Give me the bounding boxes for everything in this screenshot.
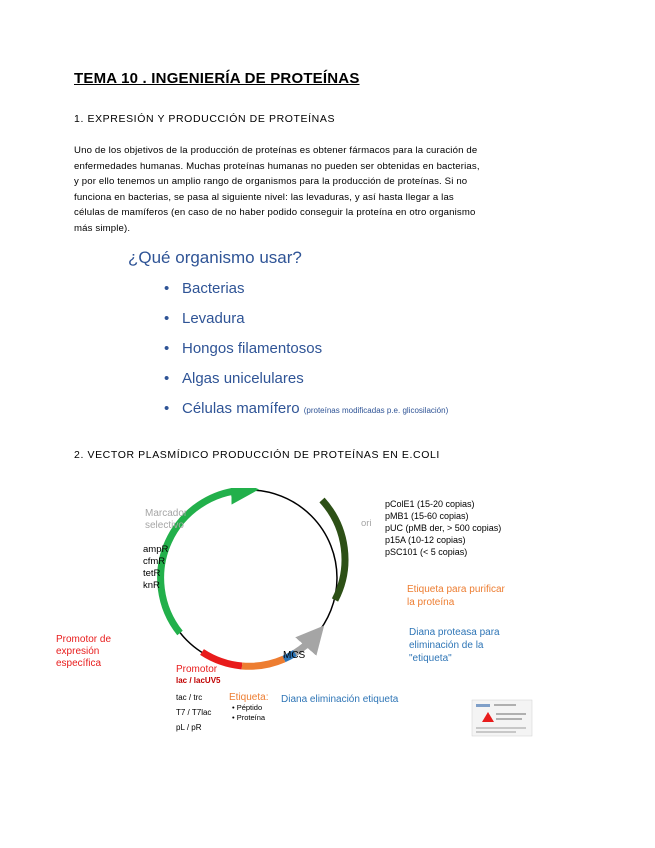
- organism-title: ¿Qué organismo usar?: [128, 248, 302, 267]
- organism-label: Levadura: [182, 310, 245, 327]
- paragraph-line: más simple).: [74, 222, 131, 234]
- promoter-expr-label: expresión: [56, 646, 100, 657]
- mcs-label: MCS: [283, 650, 306, 661]
- ori-arc: [322, 500, 345, 600]
- bullet-icon: •: [164, 370, 170, 387]
- plasmid-diagram: [52, 488, 542, 748]
- ori-item: pSC101 (< 5 copias): [385, 547, 468, 557]
- marker-gene: cfmR: [143, 556, 166, 567]
- organism-label: Bacterias: [182, 280, 245, 297]
- tag-item: • Proteína: [232, 713, 266, 722]
- promoter-title: Promotor: [176, 664, 218, 675]
- paragraph-line: y por ello tenemos un amplio rango de organismos para la producción de proteínas. Si no: [74, 176, 468, 188]
- intro-paragraph: [74, 143, 544, 237]
- organism-label: Algas unicelulares: [182, 370, 304, 387]
- organism-note: (proteínas modificadas p.e. glicosilación): [303, 406, 449, 415]
- promoter-expr-label: específica: [56, 658, 102, 669]
- section-heading-1: 1. EXPRESIÓN Y PRODUCCIÓN DE PROTEÍNAS: [74, 113, 336, 125]
- protease-label: Diana proteasa para: [409, 627, 500, 638]
- promoter-item: lac / lacUV5: [176, 676, 221, 685]
- ori-label: ori: [361, 518, 372, 529]
- protease-label: "etiqueta": [409, 653, 452, 664]
- section-heading-2: 2. VECTOR PLASMÍDICO PRODUCCIÓN DE PROTEÍNAS EN E.COLI: [74, 449, 440, 461]
- organism-label: [182, 400, 448, 417]
- ori-item: pMB1 (15-60 copias): [385, 511, 469, 521]
- promoter-item: tac / trc: [176, 693, 203, 702]
- bullet-icon: •: [164, 340, 170, 357]
- organism-label-text: Células mamífero: [182, 400, 300, 417]
- plasmid-svg: [52, 488, 542, 748]
- marker-gene: tetR: [143, 568, 161, 579]
- ori-item: pColE1 (15-20 copias): [385, 499, 475, 509]
- organism-slide: [128, 248, 518, 428]
- marker-label: Marcador: [145, 508, 188, 519]
- paragraph-line: enfermedades humanas. Muchas proteínas humanas no pueden ser obtenidas en bacterias,: [74, 160, 480, 172]
- ori-item: pUC (pMB der, > 500 copias): [385, 523, 502, 533]
- bullet-icon: •: [164, 400, 170, 417]
- marker-gene: knR: [143, 580, 160, 591]
- purify-label: Etiqueta para purificar: [407, 584, 505, 595]
- protease-label: eliminación de la: [409, 640, 484, 651]
- bullet-icon: •: [164, 280, 170, 297]
- tag-removal-label: Diana eliminación etiqueta: [281, 694, 399, 705]
- promoter-item: pL / pR: [176, 723, 202, 732]
- promoter-item: T7 / T7lac: [176, 708, 212, 717]
- purify-label: la proteína: [407, 597, 455, 608]
- tag-arc: [242, 659, 284, 666]
- page-title: TEMA 10 . INGENIERÍA DE PROTEÍNAS: [74, 70, 360, 87]
- marker-label: selectivo: [145, 520, 184, 531]
- ori-item: p15A (10-12 copias): [385, 535, 466, 545]
- paragraph-line: Uno de los objetivos de la producción de proteínas es obtener fármacos para la curación de: [74, 145, 478, 156]
- publisher-logo-icon: [472, 700, 532, 736]
- marker-gene: ampR: [143, 544, 169, 555]
- paragraph-line: células de mamíferos (en caso de no haber podido conseguir la proteína en otro organismo: [74, 207, 476, 219]
- tag-item: • Péptido: [232, 703, 263, 712]
- bullet-icon: •: [164, 310, 170, 327]
- organism-label: Hongos filamentosos: [182, 340, 323, 357]
- promoter-expr-label: Promotor de: [56, 634, 112, 645]
- paragraph-line: funciona en bacterias, se pasa al siguiente nivel: las levaduras, y así hasta llegar a las: [74, 191, 454, 203]
- tag-title: Etiqueta:: [229, 692, 269, 703]
